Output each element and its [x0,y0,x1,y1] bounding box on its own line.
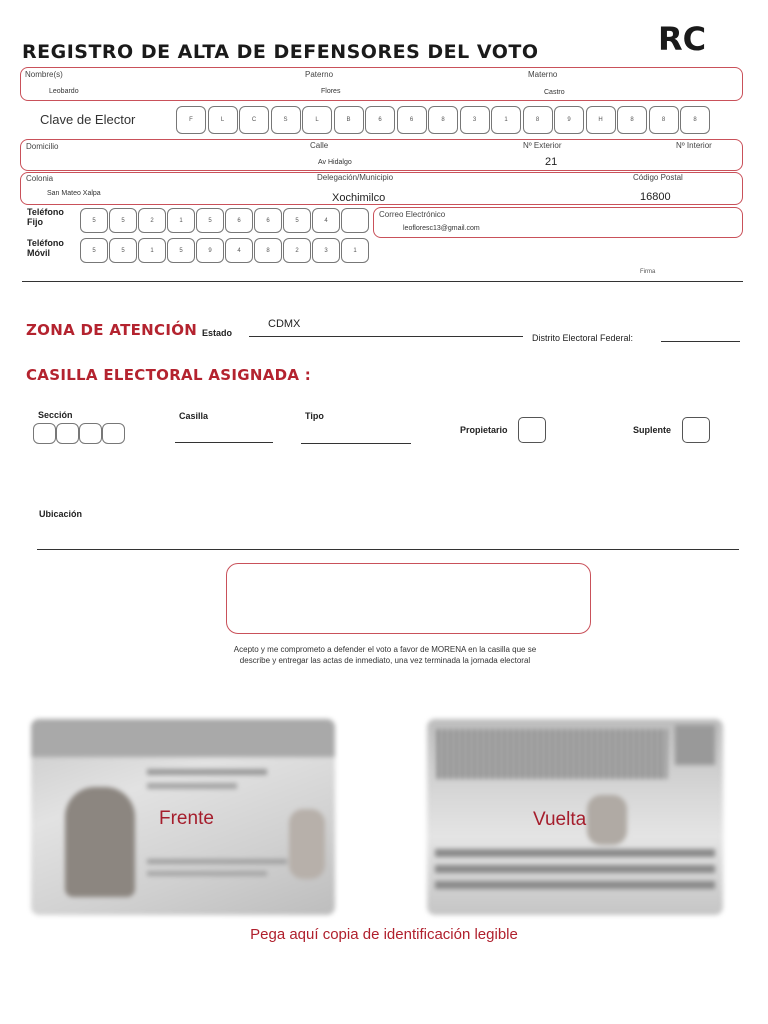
clave-elector-cell[interactable]: S [271,106,301,134]
back-label: Vuelta [533,809,587,830]
telefono-fijo-digit[interactable]: 5 [80,208,108,233]
nombre-label: Nombre(s) [25,70,63,79]
ubicacion-line[interactable] [37,549,739,550]
nombre-row [20,67,743,101]
exterior-label: Nº Exterior [523,141,562,150]
telefono-movil-digit[interactable]: 9 [196,238,224,263]
clave-elector-cell[interactable]: L [302,106,332,134]
clave-elector-cell[interactable]: H [586,106,616,134]
delegacion-label: Delegación/Municipio [317,173,394,182]
clave-elector-cell[interactable]: 1 [491,106,521,134]
telefono-fijo-digit[interactable]: 6 [254,208,282,233]
exterior-value[interactable]: 21 [545,156,558,168]
telefono-movil-digit[interactable]: 5 [80,238,108,263]
form-title: REGISTRO DE ALTA DE DEFENSORES DEL VOTO [22,41,539,63]
propietario-label: Propietario [460,425,508,435]
zona-title: ZONA DE ATENCIÓN [26,321,198,339]
correo-value[interactable]: leofloresc13@gmail.com [403,225,480,232]
telefono-movil-digit[interactable]: 3 [312,238,340,263]
clave-elector-cell[interactable]: C [239,106,269,134]
materno-value[interactable]: Castro [544,89,565,96]
casilla-line[interactable] [175,442,273,443]
seccion-label: Sección [38,410,73,420]
telefono-fijo-digit[interactable]: 1 [167,208,195,233]
nombre-value[interactable]: Leobardo [49,88,79,95]
clave-elector-cell[interactable]: 8 [649,106,679,134]
clave-elector-cell[interactable]: 8 [428,106,458,134]
telefono-fijo-digit[interactable]: 6 [225,208,253,233]
clave-elector-cell[interactable]: 8 [680,106,710,134]
telefono-fijo-digit[interactable]: 5 [196,208,224,233]
ubicacion-label: Ubicación [39,509,83,519]
clave-elector-cell[interactable]: 9 [554,106,584,134]
suplente-label: Suplente [633,425,672,435]
paterno-label: Paterno [305,70,334,79]
calle-label: Calle [310,141,329,150]
telefono-movil-digit[interactable]: 1 [138,238,166,263]
delegacion-value[interactable]: Xochimilco [332,192,386,204]
clave-elector-cell[interactable]: 3 [460,106,490,134]
estado-label: Estado [202,328,233,338]
front-label: Frente [159,808,214,829]
calle-value[interactable]: Av Hidalgo [318,159,352,166]
tipo-label: Tipo [305,411,324,421]
casilla-label: Casilla [179,411,209,421]
clave-elector-cell[interactable]: 6 [397,106,427,134]
clave-elector-cell[interactable]: 8 [617,106,647,134]
paterno-value[interactable]: Flores [321,88,341,95]
telefono-movil-digit[interactable]: 5 [109,238,137,263]
telefono-fijo-label: Teléfono Fijo [27,207,64,227]
telefono-movil-digit[interactable]: 8 [254,238,282,263]
estado-line [249,336,523,337]
clave-elector-cell[interactable]: B [334,106,364,134]
telefono-movil-digit[interactable]: 4 [225,238,253,263]
interior-label: Nº Interior [676,141,712,150]
telefono-movil-digit[interactable]: 5 [167,238,195,263]
propietario-checkbox[interactable] [518,417,546,443]
cp-label: Código Postal [633,173,683,182]
telefono-movil-label: Teléfono Móvil [27,238,64,258]
telefono-fijo-digit[interactable]: 2 [138,208,166,233]
domicilio-label: Domicilio [26,142,59,151]
distrito-label: Distrito Electoral Federal: [532,333,634,343]
signature-box[interactable] [226,563,591,634]
telefono-fijo-digit[interactable]: 5 [283,208,311,233]
estado-value[interactable]: CDMX [268,318,301,330]
distrito-line[interactable] [661,341,740,342]
acceptance-text: Acepto y me comprometo a defender el voto a favor de MORENA en la casilla que se describe y entregar las actas de inmediato, una vez terminada la jornada electoral [233,645,537,665]
id-instruction: Pega aquí copia de identificación legible [250,926,518,943]
colonia-value[interactable]: San Mateo Xalpa [47,190,101,197]
clave-elector-cell[interactable]: 8 [523,106,553,134]
clave-elector-cell[interactable]: 6 [365,106,395,134]
telefono-fijo-digit[interactable]: 5 [109,208,137,233]
rc-badge: RC [658,20,707,58]
correo-label: Correo Electrónico [379,210,446,219]
seccion-cell[interactable] [102,423,125,444]
casilla-title: CASILLA ELECTORAL ASIGNADA : [26,366,312,384]
tipo-line[interactable] [301,443,411,444]
telefono-movil-digit[interactable]: 2 [283,238,311,263]
seccion-cell[interactable] [33,423,56,444]
suplente-checkbox[interactable] [682,417,710,443]
telefono-fijo-digit[interactable]: 4 [312,208,340,233]
firma-label: Firma [640,269,656,275]
cp-value[interactable]: 16800 [640,191,671,203]
colonia-label: Colonia [26,174,54,183]
domicilio-row [20,139,743,171]
clave-elector-cell[interactable]: L [208,106,238,134]
seccion-cell[interactable] [56,423,79,444]
clave-elector-cell[interactable]: F [176,106,206,134]
correo-box [373,207,743,238]
colonia-row [20,172,743,205]
firma-line[interactable] [22,281,743,282]
telefono-fijo-digit[interactable] [341,208,369,233]
telefono-movil-digit[interactable]: 1 [341,238,369,263]
seccion-cell[interactable] [79,423,102,444]
materno-label: Materno [528,70,558,79]
clave-elector-label: Clave de Elector [40,112,136,127]
